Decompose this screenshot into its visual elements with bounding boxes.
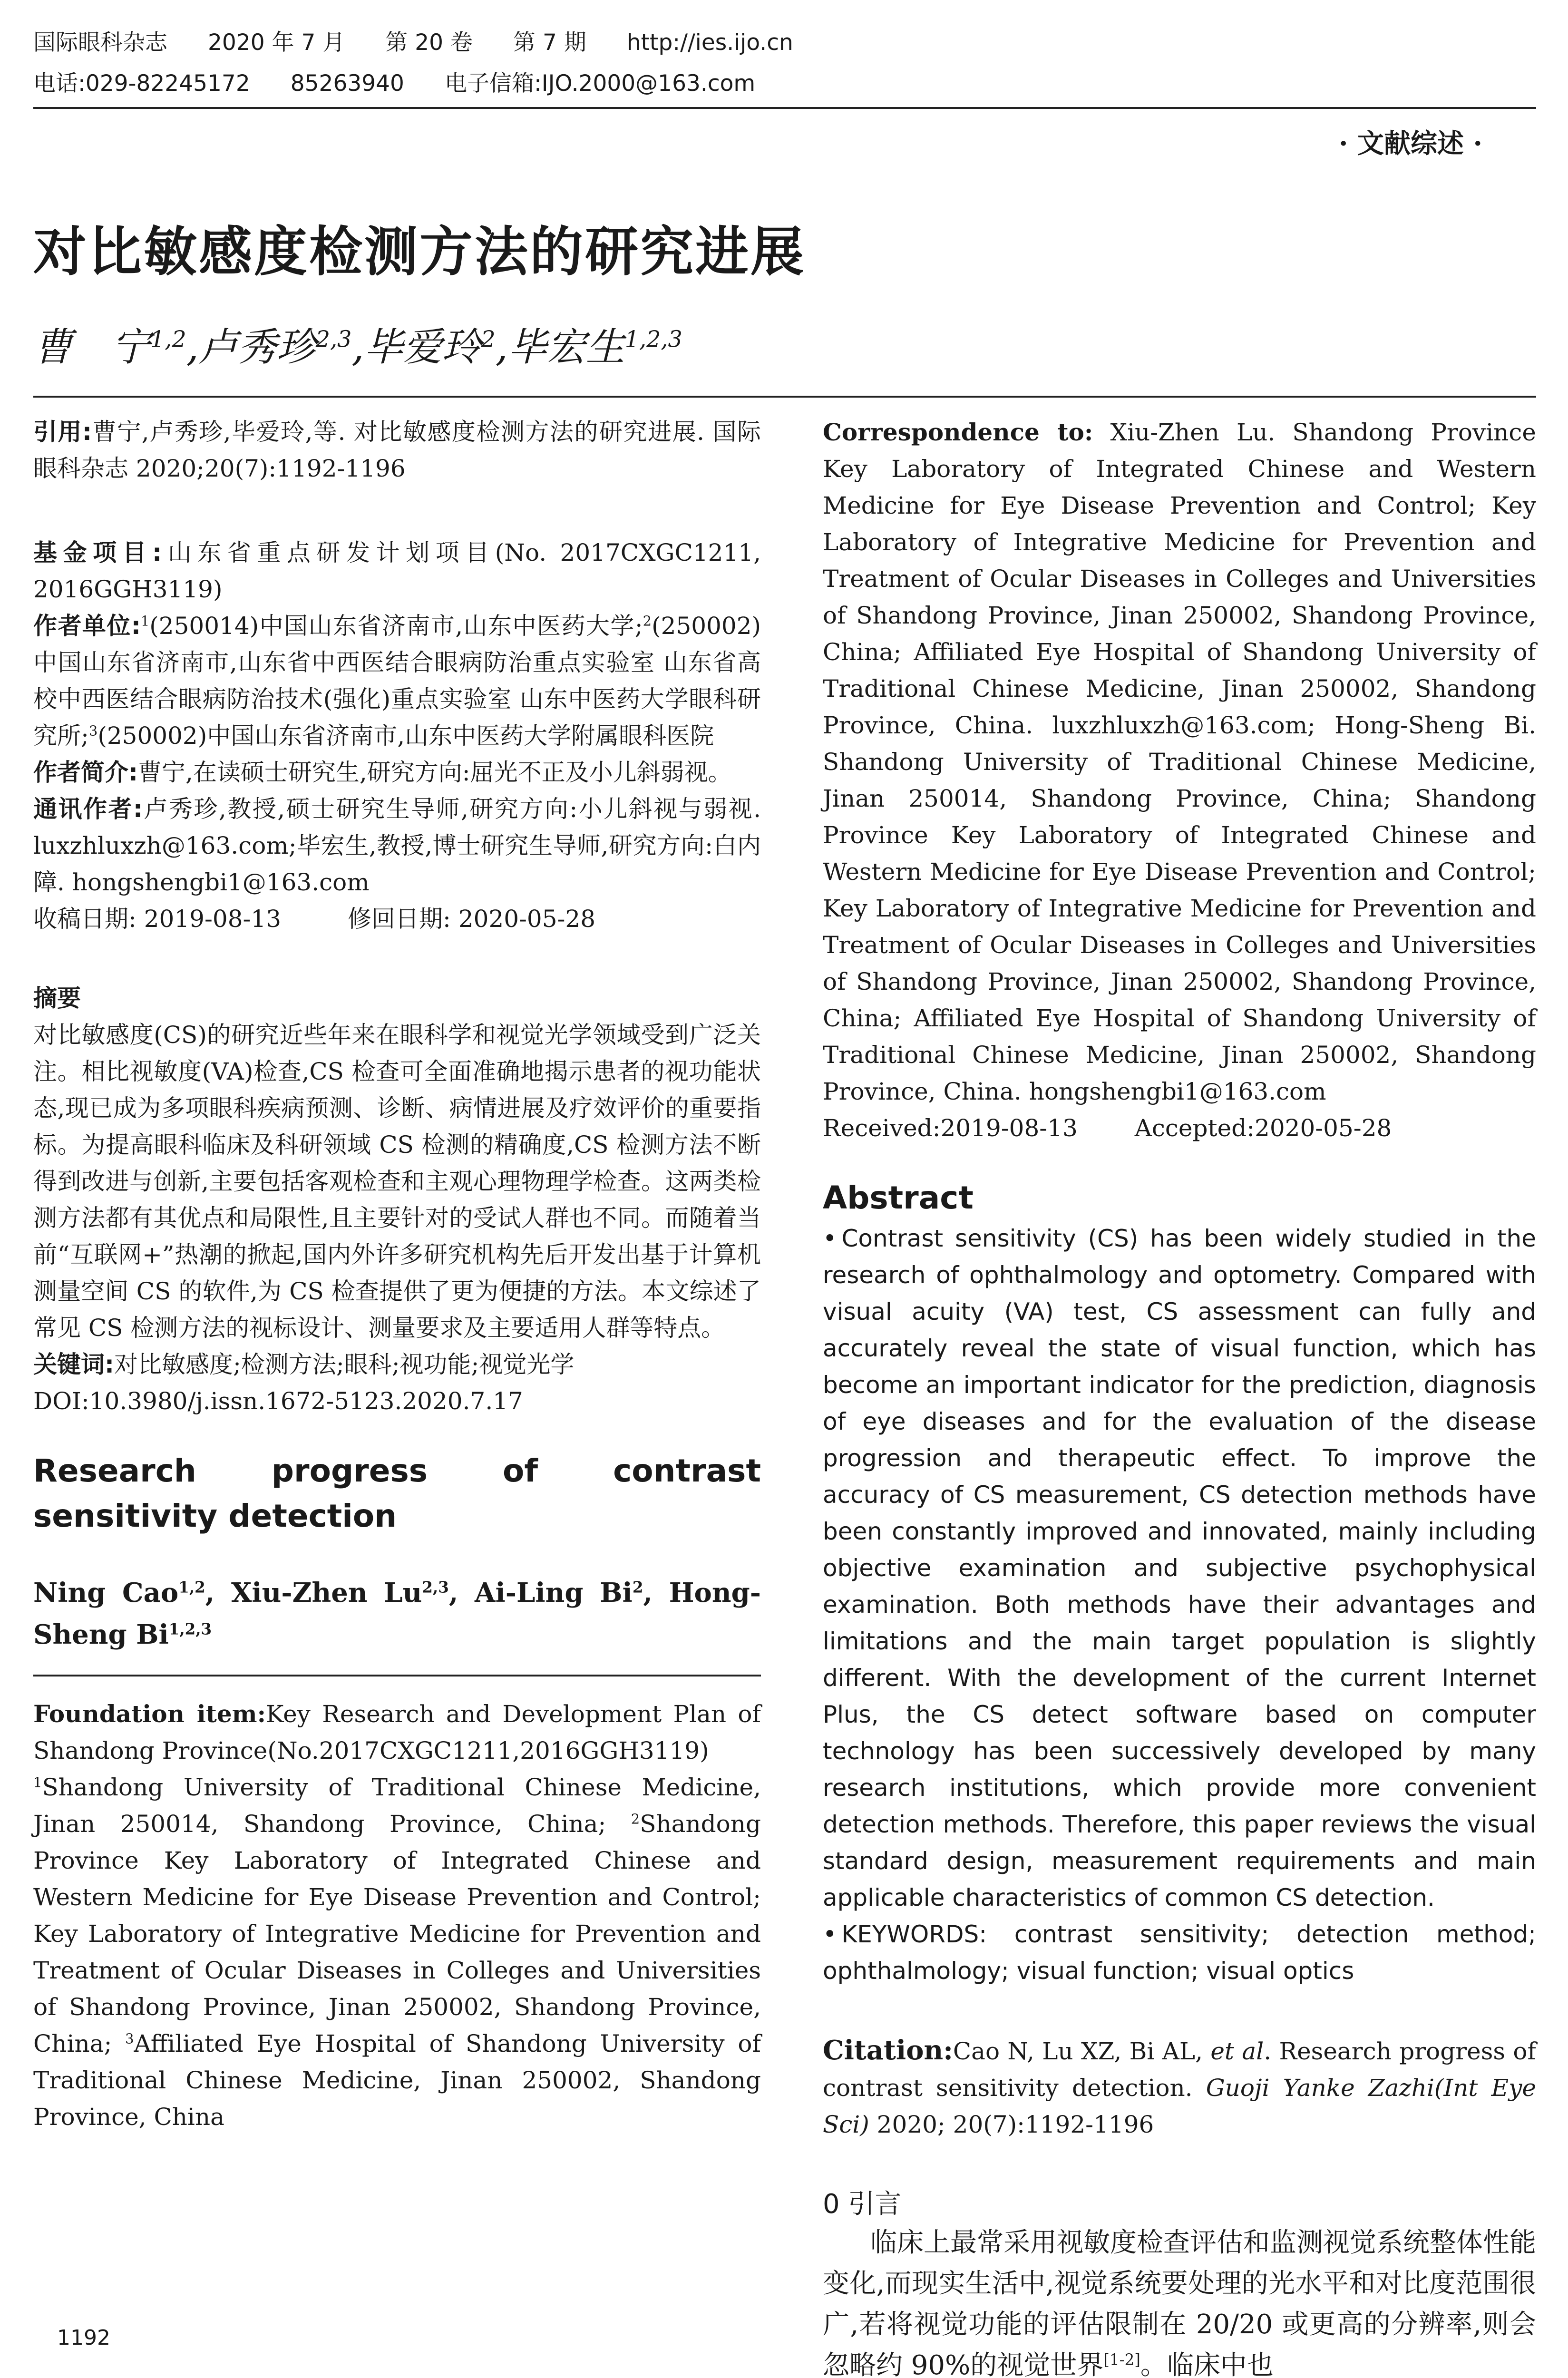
affil-text: (250014)中国山东省济南市,山东中医药大学; [149,612,643,640]
corresponding-author-cn: 通讯作者:卢秀珍,教授,硕士研究生导师,研究方向:小儿斜视与弱视. luxzhluxzh@163.com;毕宏生,教授,博士研究生导师,研究方向:白内障. hongshengbi1@163.com [33,795,761,896]
author-name-en: Xiu-Zhen Lu [231,1577,422,1608]
journal-name: 国际眼科杂志 [33,29,167,56]
author-affil-sup: 2 [481,326,496,353]
affil-sup: 3 [125,2030,134,2047]
affiliation-en [33,1769,761,2135]
author-name-en: Ning Cao [33,1577,179,1608]
author-name: 曹 宁 [33,325,150,370]
intro-text: 临床上最常采用视敏度检查评估和监测视觉系统整体性能变化,而现实生活中,视觉系统要处理的光水平和对比度范围很广,若将视觉功能的评估限制在 20/20 或更高的分辨率,则会忽略约 90%的视觉世界[1-2]。临床中也 [823,2227,1536,2378]
author-name-en: Hong-Sheng Bi [33,1577,761,1650]
phone: 电话:029-82245172 [33,70,250,97]
affiliation-cn: 作者单位:$^1$(250014)中国山东省济南市,山东中医药大学;$^2$(250002)中国山东省济南市,山东省中西医结合眼病防治重点实验室 山东省高校中西医结合眼病防治技术(强化)重点实验室 山东中医药大学眼科研究所;$^3$(250002)中国山东省济南市,山东中医药大学附属眼科医院 [33,612,761,750]
dates-cn: 收稿日期: 2019-08-13 修回日期: 2020-05-28 [33,905,596,933]
issue-number: 第 7 期 [513,29,586,56]
author-affil-sup: 2 [632,1578,643,1597]
author-bio: 作者简介:曹宁,在读硕士研究生,研究方向:屈光不正及小儿斜弱视。 [33,759,732,786]
author-affil-sup: 1,2,3 [624,326,682,353]
affil-sup: 1 [140,613,150,629]
abstract-en: • Contrast sensitivity (CS) has been widely studied in the research of ophthalmology and optometry. Compared with visual acuity (VA) test, CS assessment can fully and accurately reveal the state of visual function, which has become an important indicator for the prediction, diagnosis of eye diseases and for the evaluation of the disease progression and therapeutic effect. To improve the accuracy of CS measurement, CS detection methods have been constantly improved and innovated, mainly including objective examination and subjective psychophysical examination. Both methods have their advantages and limitations and the main target population is slightly different. With the development of the current Internet Plus, the CS detect software based on computer technology has been successively developed by many research institutions, which provide more convenient detection methods. Therefore, this paper reviews the visual standard design, measurement requirements and main applicable characteristics of common CS detection. [823,1225,1536,1911]
email[interactable]: 电子信箱:IJO.2000@163.com [444,70,756,97]
author-sep: , [186,325,199,370]
author-affil-sup: 1,2,3 [168,1620,212,1638]
author-sep: , [448,1577,475,1608]
volume: 第 20 卷 [385,29,473,56]
journal-url[interactable]: http://ies.ijo.cn [626,29,793,56]
affil-text: Affiliated Eye Hospital of Shandong University of Traditional Chinese Medicine, Jinan 250002, Shandong Province, China [33,2030,761,2131]
author-sep: , [205,1577,231,1608]
header-rule [33,107,1536,109]
authors-en [33,1572,761,1656]
author-sep: , [643,1577,669,1608]
affil-sup: 1 [33,1774,42,1791]
dates-en: Received:2019-08-13 Accepted:2020-05-28 [823,1114,1392,1142]
affil-sup: 2 [631,1811,640,1827]
author-sep: , [495,325,508,370]
authors-cn [33,316,682,372]
foundation-cn: 基金项目:山东省重点研发计划项目(No. 2017CXGC1211, 2016GGH3119) [33,539,761,603]
page-number: 1192 [57,2326,110,2350]
author-name: 卢秀珍 [198,325,316,370]
author-name-en: Ai-Ling Bi [475,1577,633,1608]
left-column [33,414,761,2135]
affil-sup: 2 [643,613,652,629]
citation-cn: 引用:曹宁,卢秀珍,毕爱玲,等. 对比敏感度检测方法的研究进展. 国际眼科杂志 2020;20(7):1192-1196 [33,418,761,482]
correspondence-en: Correspondence to: Xiu-Zhen Lu. Shandong Province Key Laboratory of Integrated Chinese and Western Medicine for Eye Disease Prevention and Control; Key Laboratory of Integrative Medicine for Prevention and Treatment of Ocular Diseases in Colleges and Universities of Shandong Province, Jinan 250002, Shandong Province, China; Affiliated Eye Hospital of Shandong University of Traditional Chinese Medicine, Jinan 250002, Shandong Province, China. luxzhluxzh@163.com; Hong-Sheng Bi. Shandong University of Traditional Chinese Medicine, Jinan 250014, Shandong Province, China; Shandong Province Key Laboratory of Integrated Chinese and Western Medicine for Eye Disease Prevention and Control; Key Laboratory of Integrative Medicine for Prevention and Treatment of Ocular Diseases in Colleges and Universities of Shandong Province, Jinan 250002, Shandong Province, China; Affiliated Eye Hospital of Shandong University of Traditional Chinese Medicine, Jinan 250002, Shandong Province, China. hongshengbi1@163.com [823,418,1536,1105]
author-affil-sup: 2,3 [422,1578,449,1597]
section-tag: · 文献综述 · [1339,128,1482,159]
keywords-en: • KEYWORDS: contrast sensitivity; detection method; ophthalmology; visual function; visual optics [823,1920,1536,1985]
english-title: Research progress of contrast sensitivity detection [33,1452,761,1534]
foundation-en: Foundation item:Key Research and Development Plan of Shandong Province(No.2017CXGC1211,2016GGH3119) [33,1700,761,1764]
journal-header-line1 [33,25,834,57]
affil-text: (250002)中国山东省济南市,山东中医药大学附属眼科医院 [97,722,714,750]
left-rule [33,1675,761,1676]
author-sep: , [351,325,364,370]
bullet-icon: • [823,1225,837,1252]
affil-text: Shandong University of Traditional Chinese Medicine, Jinan 250014, Shandong Province, China; [33,1774,761,1838]
title-rule [33,396,1536,398]
author-name: 毕宏生 [507,325,625,370]
abstract-cn: 对比敏感度(CS)的研究近些年来在眼科学和视觉光学领域受到广泛关注。相比视敏度(VA)检查,CS 检查可全面准确地揭示患者的视功能状态,现已成为多项眼科疾病预测、诊断、病情进展及疗效评价的重要指标。为提高眼科临床及科研领域 CS 检测的精确度,CS 检测方法不断得到改进与创新,主要包括客观检查和主观心理物理学检查。这两类检测方法都有其优点和局限性,且主要针对的受试人群也不同。而随着当前“互联网+”热潮的掀起,国内外许多研究机构先后开发出基于计算机测量空间 CS 的软件,为 CS 检查提供了更为便捷的方法。本文综述了常见 CS 检测方法的视标设计、测量要求及主要适用人群等特点。 [33,1021,761,1342]
affil-sup: 3 [88,722,98,739]
journal-header-line2 [33,66,796,97]
author-affil-sup: 1,2 [178,1578,205,1597]
author-affil-sup: 2,3 [315,326,352,353]
phone-2: 85263940 [290,70,404,97]
citation-en: Citation:Cao N, Lu XZ, Bi AL, et al. Research progress of contrast sensitivity detection. Guoji Yanke Zazhi(Int Eye Sci) 2020; 20(7):1192-1196 [823,2035,1537,2138]
doi[interactable]: DOI:10.3980/j.issn.1672-5123.2020.7.17 [33,1387,523,1415]
intro-heading: 0 引言 [823,2189,902,2220]
affil-text: (250002)中国山东省济南市,山东省中西医结合眼病防治重点实验室 山东省高校中西医结合眼病防治技术(强化)重点实验室 山东中医药大学眼科研究所; [33,612,761,750]
article-title: 对比敏感度检测方法的研究进展 [33,221,806,283]
affil-text: Shandong Province Key Laboratory of Integrated Chinese and Western Medicine for Eye Disease Prevention and Control; Key Laboratory of Integrative Medicine for Prevention and Treatment of Ocular Diseases in Colleges and Universities of Shandong Province, Jinan 250002, Shandong Province, China; [33,1810,761,2057]
issue-date: 2020 年 7 月 [208,29,345,56]
right-column [823,414,1536,2378]
keywords-cn: 关键词:对比敏感度;检测方法;眼科;视功能;视觉光学 [33,1351,575,1378]
abstract-heading-en: Abstract [823,1179,974,1216]
author-name: 毕爱玲 [364,325,481,370]
abstract-heading-cn: 摘要 [33,984,81,1012]
bullet-icon: • [823,1920,837,1948]
author-affil-sup: 1,2 [150,326,186,353]
